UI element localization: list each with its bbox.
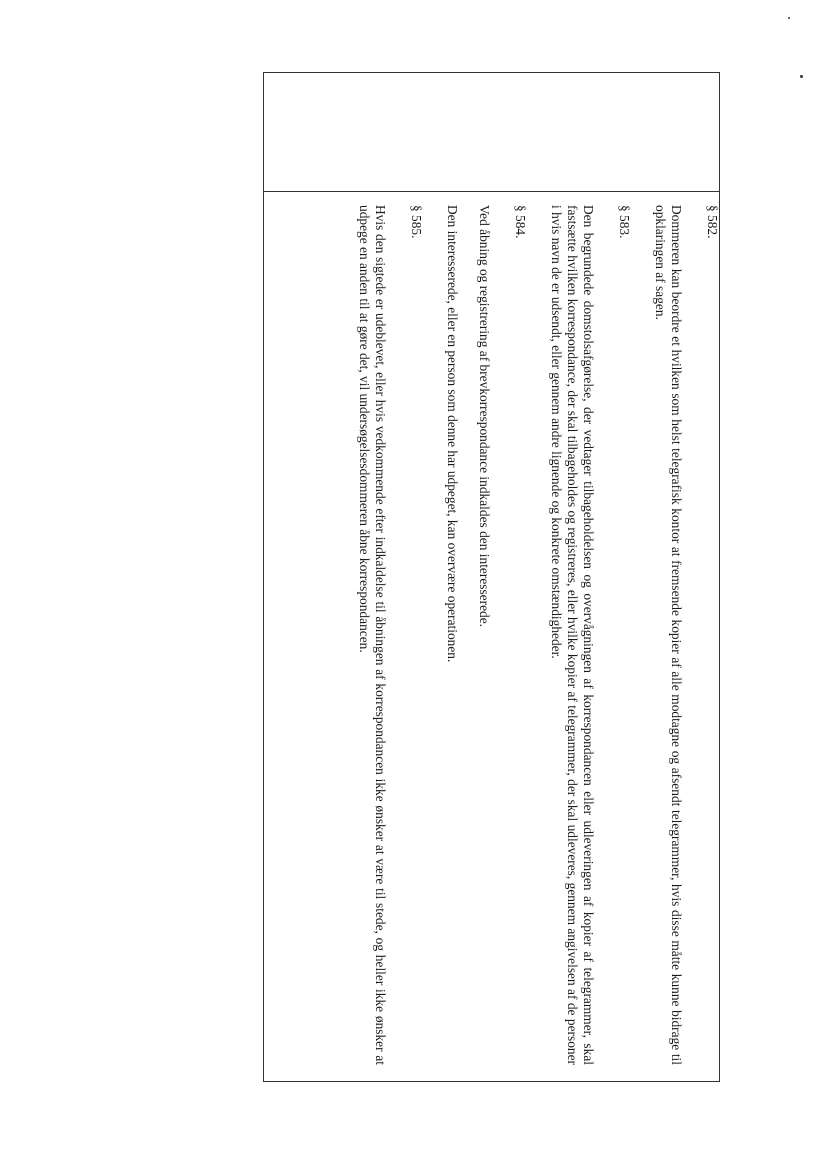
frame-header-box [264, 73, 719, 192]
section-585 [356, 205, 424, 1065]
section-paragraph: Den interesserede, eller en person som denne har udpeget, kan overvære operationen. [445, 205, 460, 663]
section-583 [548, 205, 632, 1065]
section-paragraph: Dommeren kan beordre et hvilken som helst telegrafisk kontor at fremsende kopier af alle modtagne og afsendt telegrammer, hvis disse måtte kunne bidrage til opklaringen af sagen. [653, 205, 684, 1065]
section-heading: § 584. [513, 205, 528, 239]
section-582 [652, 205, 720, 1065]
scan-speck [800, 75, 803, 78]
rotated-text-block [280, 205, 720, 1065]
section-paragraph: Hvis den sigtede er udeblevet, eller hvis vedkommende efter indkaldelse til åbningen af korrespondancen ikke ønsker at være til stede, og heller ikke ønsker at udpege en anden til at gøre det, vil undersøgelsesdommeren åbne korrespondancen. [357, 205, 388, 1065]
scan-speck [788, 17, 790, 19]
section-584 [444, 205, 528, 1065]
section-paragraph: Ved åbning og registrering af brevkorrespondance indkaldes den interesserede. [477, 205, 492, 628]
section-paragraph: Den begrundede domstolsafgørelse, der vedtager tilbageholdelsen og overvågningen af korrespondancen eller udleveringen af kopier af telegrammer, skal fastsætte hvilken korrespondance, der skal tilbageholdes og registreres, eller hvilke kopier af telegrammer, der skal udleveres, gennem angivelsen af de personer i hvis navn de er udsendt, eller gennem andre lignende og konkrete omstændigheder. [549, 205, 596, 1065]
section-heading: § 582. [705, 205, 720, 239]
section-heading: § 583. [617, 205, 632, 239]
section-heading: § 585. [409, 205, 424, 239]
